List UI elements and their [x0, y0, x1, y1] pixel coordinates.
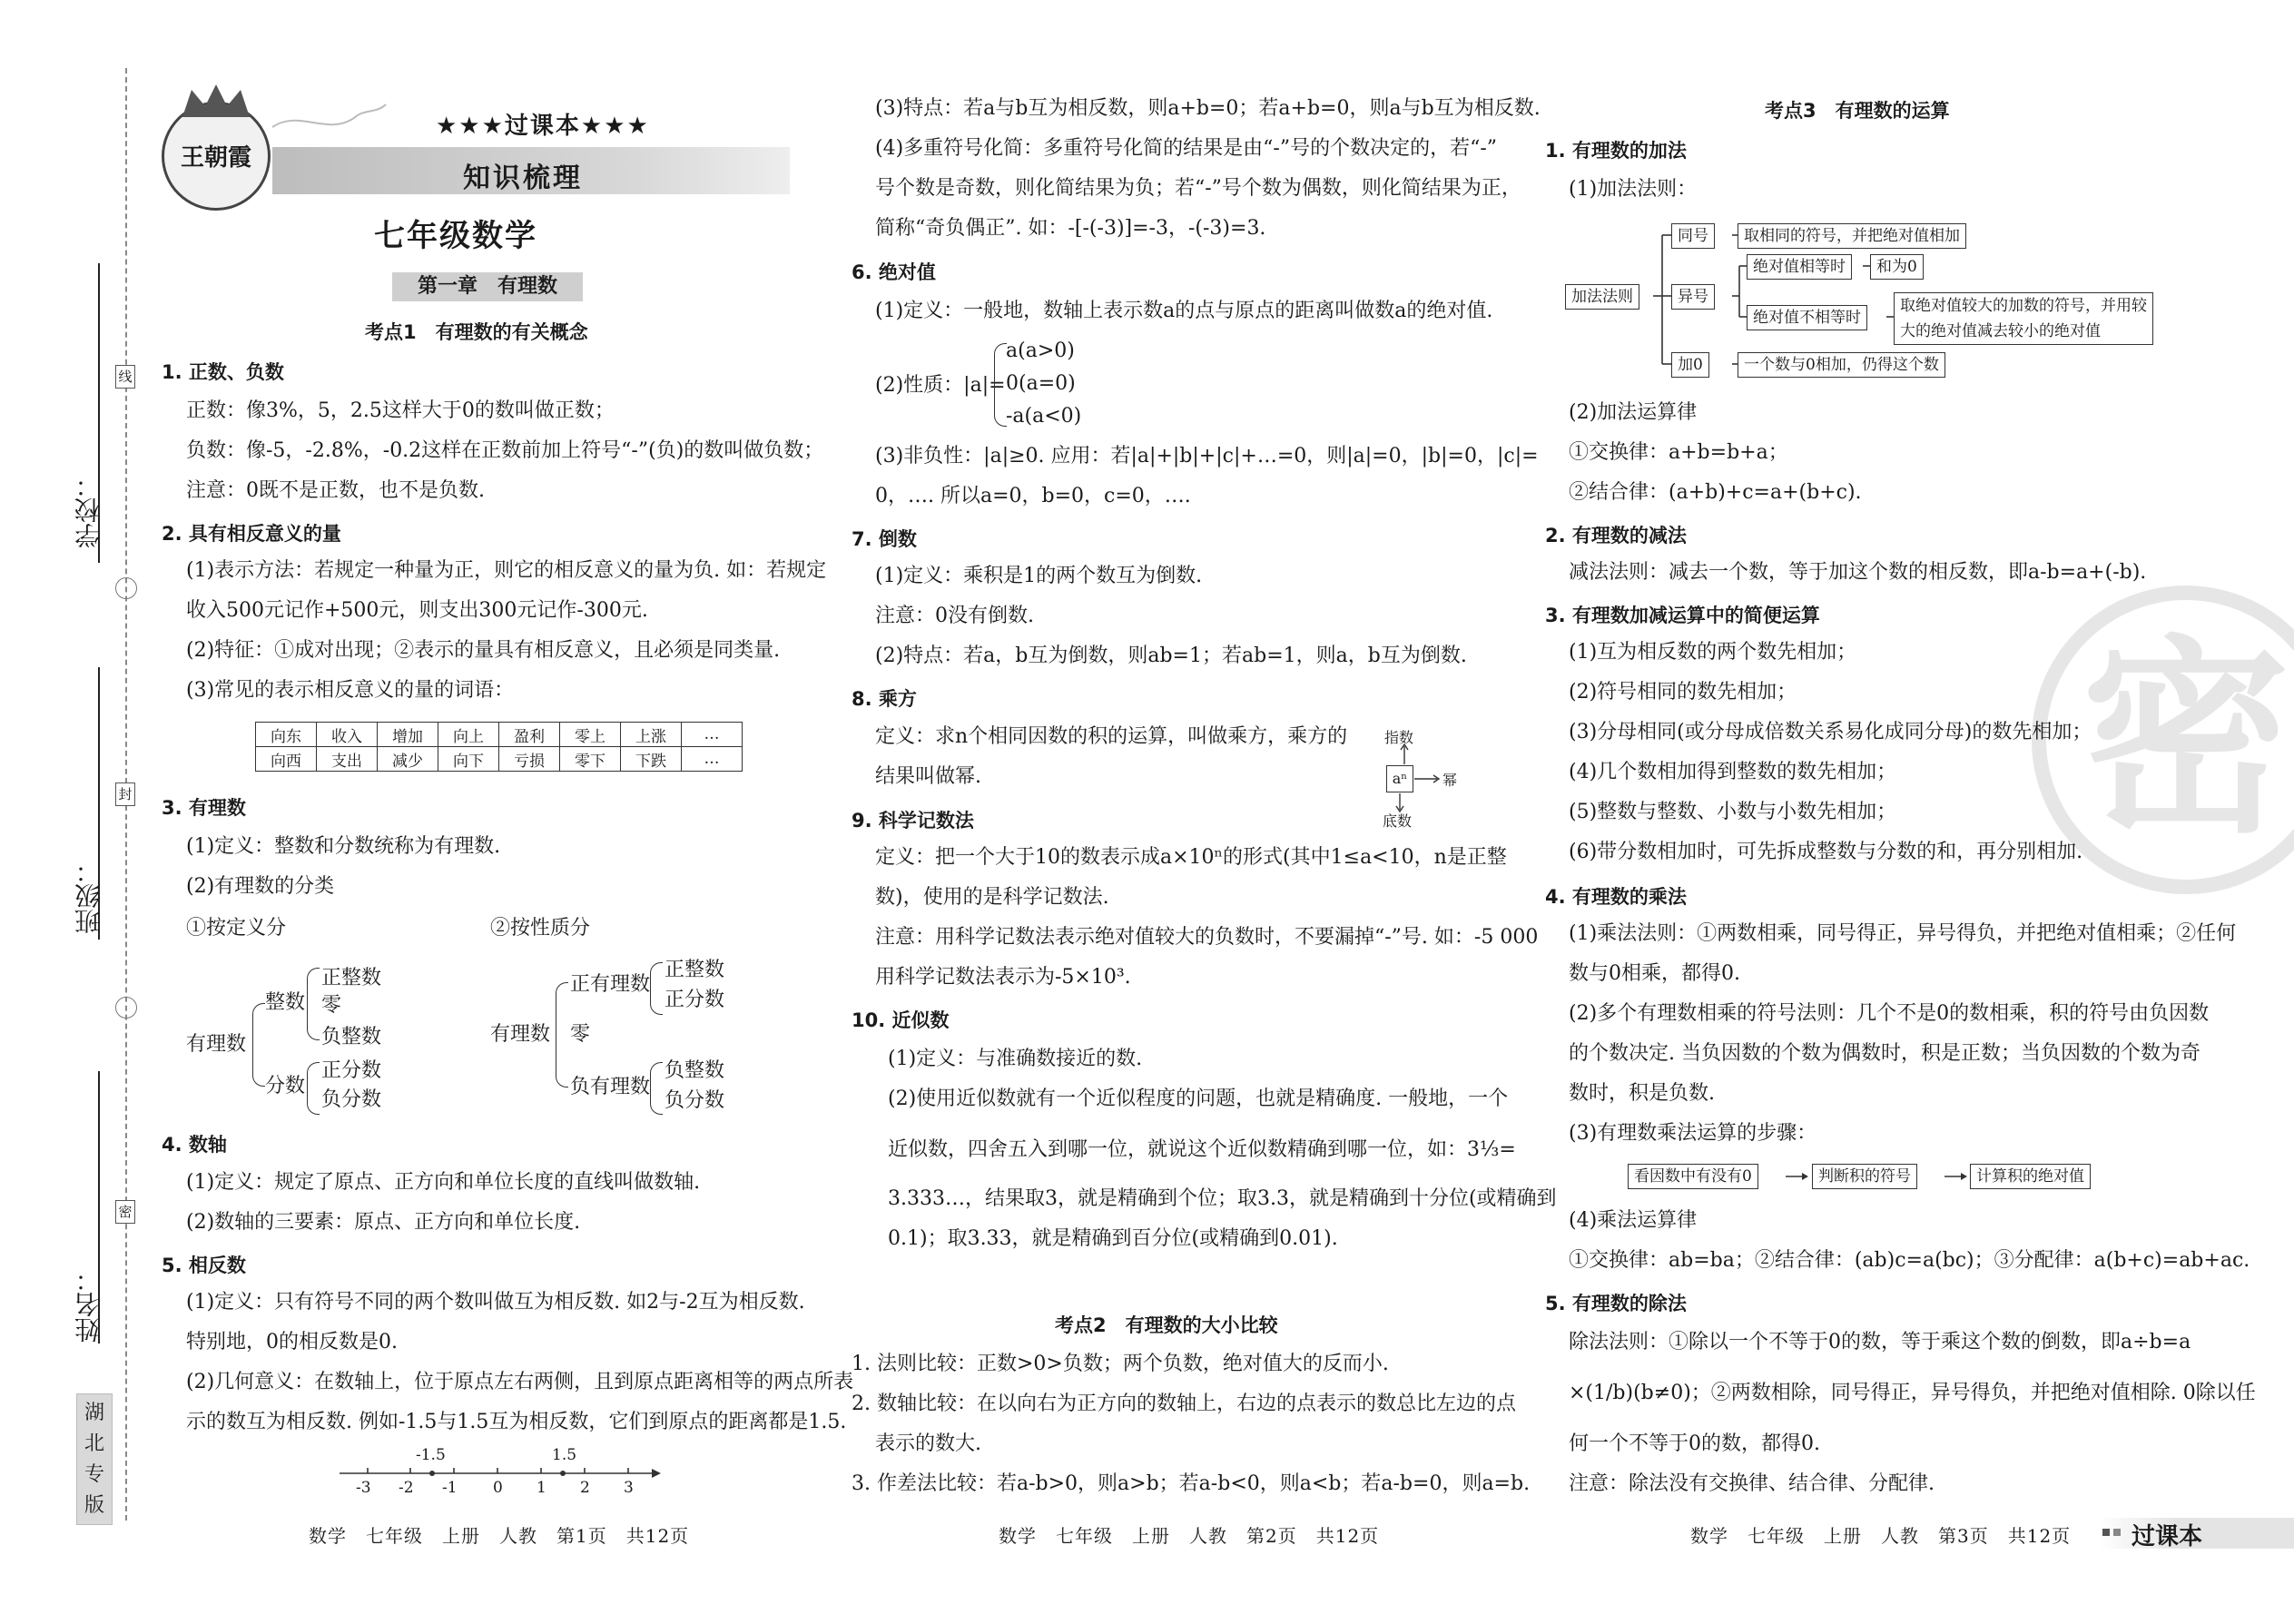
text-line: (1)乘法法则：①两数相乘，同号得正，异号得负，并把绝对值相乘；②任何: [1569, 922, 2237, 945]
text-line: (2)性质：|a|=: [875, 374, 1006, 397]
table-cell: 上涨: [621, 723, 682, 747]
axis-tick-label: -1: [442, 1479, 458, 1497]
topic-1-title: 考点1 有理数的有关概念: [365, 321, 588, 343]
section-title: 4. 数轴: [162, 1134, 227, 1156]
table-cell: 零下: [560, 747, 621, 772]
text-line: 1. 法则比较：正数>0>负数；两个负数，绝对值大的反而小.: [852, 1353, 1389, 1375]
text-line: (1)定义：乘积是1的两个数互为倒数.: [875, 565, 1203, 587]
text-line: (4)多重符号化简：多重符号化简的结果是由“-”号的个数决定的，若“-”: [875, 137, 1498, 160]
opposite-terms-table: [255, 722, 743, 772]
tree-node: 负整数: [321, 1026, 382, 1048]
brace: [307, 1062, 320, 1115]
class-label: 班级：: [74, 858, 103, 934]
table-cell: 增加: [378, 723, 438, 747]
axis-tick-label: 3: [624, 1479, 634, 1497]
text-line: ①交换律：ab=ba；②结合律：(ab)c=a(bc)；③分配律：a(b+c)=ab+ac.: [1569, 1249, 2250, 1272]
axis-mark-label: 1.5: [552, 1446, 577, 1464]
text-line: (2)多个有理数相乘的符号法则：几个不是0的数相乘，积的符号由负因数: [1569, 1002, 2210, 1025]
seal-char-seal: 封: [115, 782, 135, 806]
power-diagram: [1366, 726, 1484, 830]
text-line: 2. 数轴比较：在以向右为正方向的数轴上，右边的点表示的数总比左边的点: [852, 1393, 1516, 1415]
add-rule-add-zero-rule: 一个数与0相加，仍得这个数: [1738, 352, 1945, 378]
brand-footer-bar: [2099, 1518, 2294, 1549]
text-line: ×(1/b)(b≠0)；②两数相除，同号得正，异号得负，并把绝对值相除. 0除以任: [1569, 1382, 2256, 1404]
tree-node: 正整数: [665, 959, 725, 981]
text-line: 定义：求n个相同因数的积的运算，叫做乘方，乘方的: [875, 725, 1348, 748]
axis-tick-label: 2: [580, 1479, 590, 1497]
page-footer: 数学 七年级 上册 人教 第1页 共12页: [309, 1525, 690, 1547]
text-line: (3)常见的表示相反意义的量的词语：: [186, 679, 515, 702]
text-line: ①交换律：a+b=b+a；: [1569, 441, 1788, 464]
region-char: 湖: [84, 1402, 104, 1424]
section-title: 3. 有理数加减运算中的简便运算: [1545, 605, 1820, 626]
decor-square: [2113, 1529, 2121, 1536]
text-line: 注意：除法没有交换律、结合律、分配律.: [1569, 1472, 1935, 1495]
text-line: (4)几个数相加得到整数的数先相加；: [1569, 761, 1897, 783]
brace: [252, 1003, 265, 1087]
table-cell: 亏损: [499, 747, 560, 772]
section-title: 6. 绝对值: [852, 261, 936, 283]
watermark-char: 密: [2081, 619, 2290, 861]
text-line: 0.1)；取3.33，就是精确到百分位(或精确到0.01).: [888, 1227, 1338, 1250]
axis-tick-label: 0: [493, 1479, 503, 1497]
text-line: 注意：0既不是正数，也不是负数.: [186, 479, 485, 502]
axis-mark-label: -1.5: [416, 1446, 446, 1464]
table-cell: 下跌: [621, 747, 682, 772]
region-char: 专: [84, 1463, 104, 1486]
banner-title: 知识梳理: [463, 162, 583, 194]
section-title: 5. 相反数: [162, 1255, 246, 1276]
text-line: 示的数互为相反数. 例如-1.5与1.5互为相反数，它们到原点的距离都是1.5.: [186, 1411, 847, 1433]
add-rule-unequal-abs: 绝对值不相等时: [1747, 305, 1867, 330]
section-title: 3. 有理数: [162, 797, 246, 819]
case-line: a(a>0): [1006, 340, 1075, 362]
text-line: 近似数，四舍五入到哪一位，就说这个近似数精确到哪一位，如：3⅓=: [888, 1138, 1516, 1161]
add-rule-equal-abs-rule: 和为0: [1870, 254, 1924, 280]
text-line: 除法法则：①除以一个不等于0的数，等于乘这个数的倒数，即a÷b=a: [1569, 1331, 2191, 1353]
text-line: (2)有理数的分类: [186, 875, 335, 898]
brand-logo: [162, 102, 271, 211]
tree-node: 负有理数: [570, 1076, 651, 1098]
add-rule-root: 加法法则: [1565, 284, 1639, 310]
text-line: 0，…. 所以a=0，b=0，c=0，….: [875, 485, 1191, 507]
text-line: 负数：像-5，-2.8%，-0.2这样在正数前加上符号“-”(负)的数叫做负数；: [186, 439, 824, 462]
add-rule-equal-abs: 绝对值相等时: [1747, 254, 1852, 280]
text-line: (3)特点：若a与b互为相反数，则a+b=0；若a+b=0，则a与b互为相反数.: [875, 97, 1541, 120]
text-line: 数)，使用的是科学记数法.: [875, 886, 1109, 909]
text-line: (6)带分数相加时，可先拆成整数与分数的和，再分别相加.: [1569, 841, 2083, 863]
tree-node: 有理数: [186, 1033, 247, 1056]
text-line: (1)加法法则：: [1569, 178, 1698, 201]
text-line: 定义：把一个大于10的数表示成a×10ⁿ的形式(其中1≤a<10，n是正整: [875, 846, 1507, 869]
axis-tick-label: 1: [537, 1479, 546, 1497]
decor-square: [2102, 1529, 2110, 1536]
text-line: (1)定义：与准确数接近的数.: [888, 1048, 1143, 1070]
binding-hole-icon: [115, 577, 137, 599]
text-line: (1)定义：一般地，数轴上表示数a的点与原点的距离叫做数a的绝对值.: [875, 300, 1493, 322]
tree-node: 正有理数: [570, 973, 651, 996]
text-line: 号个数是奇数，则化简结果为负；若“-”号个数为偶数，则化简结果为正，: [875, 177, 1521, 200]
text-line: (2)特点：若a，b互为倒数，则ab=1；若ab=1，则a，b互为倒数.: [875, 645, 1467, 667]
table-cell: 减少: [378, 747, 438, 772]
series-title: ★★★过课本★★★: [436, 113, 650, 140]
section-title: 2. 具有相反意义的量: [162, 523, 341, 545]
arrow-right-icon: [1784, 1167, 1811, 1186]
section-title: 1. 正数、负数: [162, 361, 284, 383]
tree-node: 整数: [265, 991, 306, 1014]
text-line: 用科学记数法表示为-5×10³.: [875, 966, 1131, 989]
text-line: (3)非负性：|a|≥0. 应用：若|a|+|b|+|c|+…=0，则|a|=0，|b|=0，|c|=: [875, 445, 1539, 468]
arrow-right-icon: [1943, 1167, 1970, 1186]
text-line: (2)特征：①成对出现；②表示的量具有相反意义，且必须是同类量.: [186, 639, 781, 662]
table-cell: …: [682, 747, 743, 772]
banner-bar: [272, 147, 790, 194]
grade-title: 七年级数学: [374, 218, 537, 254]
seal-char-line: 线: [115, 365, 135, 389]
table-row: [256, 723, 743, 747]
text-line: 数与0相乘，都得0.: [1569, 962, 1740, 985]
table-cell: 向东: [256, 723, 317, 747]
name-label: 姓名：: [74, 1266, 103, 1343]
binding-hole-icon: [115, 997, 137, 1019]
add-rule-same-sign-rule: 取相同的符号，并把绝对值相加: [1738, 223, 1966, 249]
brand-footer: 过课本: [2132, 1523, 2203, 1550]
brace: [994, 343, 1007, 427]
step-box: 判断积的符号: [1812, 1164, 1917, 1189]
add-rule-add-zero: 加0: [1671, 352, 1709, 378]
text-line: 的个数决定. 当负因数的个数为偶数时，积是正数；当负因数的个数为奇: [1569, 1042, 2200, 1065]
tree-node: 正分数: [665, 989, 725, 1011]
text-line: ②按性质分: [490, 917, 591, 940]
text-line: (1)表示方法：若规定一种量为正，则它的相反意义的量为负. 如：若规定: [186, 559, 827, 582]
section-title: 2. 有理数的减法: [1545, 525, 1687, 546]
table-cell: 支出: [317, 747, 378, 772]
rule-line: 取绝对值较大的加数的符号，并用较: [1900, 297, 2147, 315]
power-exponent-label: 指数: [1384, 729, 1414, 746]
text-line: (5)整数与整数、小数与小数先相加；: [1569, 801, 1897, 823]
table-cell: 向下: [438, 747, 499, 772]
table-cell: 零上: [560, 723, 621, 747]
text-line: (4)乘法运算律: [1569, 1209, 1698, 1232]
section-title: 1. 有理数的加法: [1545, 140, 1687, 162]
page-footer: 数学 七年级 上册 人教 第3页 共12页: [1690, 1525, 2072, 1547]
text-line: (2)几何意义：在数轴上，位于原点左右两侧，且到原点距离相等的两点所表: [186, 1371, 854, 1393]
section-title: 8. 乘方: [852, 688, 917, 710]
section-title: 10. 近似数: [852, 1009, 950, 1031]
text-line: (3)有理数乘法运算的步骤：: [1569, 1122, 1817, 1145]
text-line: 3. 作差法比较：若a-b>0，则a>b；若a-b<0，则a<b；若a-b=0，则a=b.: [852, 1472, 1531, 1495]
tree-node: 正分数: [321, 1059, 382, 1082]
tree-node: 零: [321, 994, 342, 1017]
text-line: 特别地，0的相反数是0.: [186, 1331, 398, 1353]
chapter-box: [392, 272, 583, 301]
text-line: 注意：0没有倒数.: [875, 605, 1034, 627]
table-cell: …: [682, 723, 743, 747]
text-line: 简称“奇负偶正”. 如：-[-(-3)]=-3，-(-3)=3.: [875, 217, 1266, 240]
brand-logo-text: 王朝霞: [180, 144, 251, 172]
table-row: [256, 747, 743, 772]
text-line: 注意：用科学记数法表示绝对值较大的负数时，不要漏掉“-”号. 如：-5 000: [875, 926, 1539, 949]
chapter-title: 第一章 有理数: [417, 275, 557, 298]
text-line: 正数：像3%，5，2.5这样大于0的数叫做正数；: [186, 399, 615, 422]
axis-tick-label: -3: [356, 1479, 371, 1497]
text-line: (2)使用近似数就有一个近似程度的问题，也就是精确度. 一般地，一个: [888, 1088, 1509, 1110]
table-cell: 收入: [317, 723, 378, 747]
text-line: (2)数轴的三要素：原点、正方向和单位长度.: [186, 1211, 581, 1234]
brace: [650, 1062, 663, 1115]
section-title: 9. 科学记数法: [852, 810, 974, 832]
text-line: 收入500元记作+500元，则支出300元记作-300元.: [186, 599, 648, 622]
text-line: ②结合律：(a+b)+c=a+(b+c).: [1569, 481, 1862, 504]
tree-node: 正整数: [321, 967, 382, 989]
step-box: 看因数中有没有0: [1628, 1164, 1758, 1189]
text-line: ①按定义分: [186, 917, 287, 940]
rule-line: 大的绝对值减去较小的绝对值: [1900, 322, 2101, 340]
table-cell: 向上: [438, 723, 499, 747]
brace: [556, 982, 568, 1088]
text-line: 3.333…，结果取3，就是精确到个位；取3.3，就是精确到十分位(或精确到: [888, 1187, 1557, 1210]
text-line: 表示的数大.: [875, 1432, 981, 1455]
tree-node: 零: [570, 1023, 591, 1046]
text-line: (1)定义：整数和分数统称为有理数.: [186, 835, 501, 858]
tree-node: 负整数: [665, 1059, 725, 1082]
region-char: 版: [84, 1494, 104, 1517]
crown-icon: [164, 83, 268, 119]
brace: [650, 962, 663, 1015]
table-cell: 向西: [256, 747, 317, 772]
power-base-label: 底数: [1383, 812, 1413, 830]
tree-node: 负分数: [321, 1088, 382, 1111]
tree-node: 负分数: [665, 1089, 725, 1112]
text-line: 结果叫做幂.: [875, 765, 981, 788]
page-footer: 数学 七年级 上册 人教 第2页 共12页: [999, 1525, 1380, 1547]
school-label: 学校：: [74, 472, 103, 548]
section-title: 4. 有理数的乘法: [1545, 886, 1687, 908]
seal-char-secret: 密: [115, 1200, 135, 1224]
power-expression: aⁿ: [1386, 765, 1413, 792]
text-line: (3)分母相同(或分母成倍数关系易化成同分母)的数先相加；: [1569, 721, 2092, 743]
text-line: (1)互为相反数的两个数先相加；: [1569, 641, 1857, 664]
section-title: 5. 有理数的除法: [1545, 1293, 1687, 1314]
text-line: 数时，积是负数.: [1569, 1082, 1715, 1105]
text-line: (1)定义：规定了原点、正方向和单位长度的直线叫做数轴.: [186, 1171, 701, 1194]
add-rule-diff-sign: 异号: [1671, 284, 1715, 310]
add-rule-unequal-abs-rule: [1894, 292, 2153, 345]
text-line: 何一个不等于0的数，都得0.: [1569, 1432, 1820, 1455]
add-rule-same-sign: 同号: [1671, 223, 1715, 249]
text-line: (2)加法运算律: [1569, 401, 1698, 424]
topic-3-title: 考点3 有理数的运算: [1765, 100, 1950, 122]
power-result-label: 幂: [1442, 772, 1458, 789]
axis-tick-label: -2: [399, 1479, 414, 1497]
ribbon-icon: [272, 100, 390, 145]
region-tag: [76, 1393, 113, 1525]
text-line: 减法法则：减去一个数，等于加这个数的相反数，即a-b=a+(-b).: [1569, 561, 2147, 584]
text-line: (2)符号相同的数先相加；: [1569, 681, 1797, 704]
tree-node: 分数: [265, 1075, 306, 1097]
section-title: 7. 倒数: [852, 528, 917, 550]
number-line-diagram: [336, 1446, 663, 1511]
brace: [307, 968, 320, 1040]
topic-2-title: 考点2 有理数的大小比较: [1055, 1314, 1278, 1336]
step-box: 计算积的绝对值: [1970, 1164, 2091, 1189]
tree-node: 有理数: [490, 1023, 551, 1046]
table-cell: 盈利: [499, 723, 560, 747]
text-line: (1)定义：只有符号不同的两个数叫做互为相反数. 如2与-2互为相反数.: [186, 1291, 805, 1314]
region-char: 北: [84, 1432, 104, 1455]
case-line: 0(a=0): [1006, 372, 1076, 395]
case-line: -a(a<0): [1006, 405, 1082, 428]
